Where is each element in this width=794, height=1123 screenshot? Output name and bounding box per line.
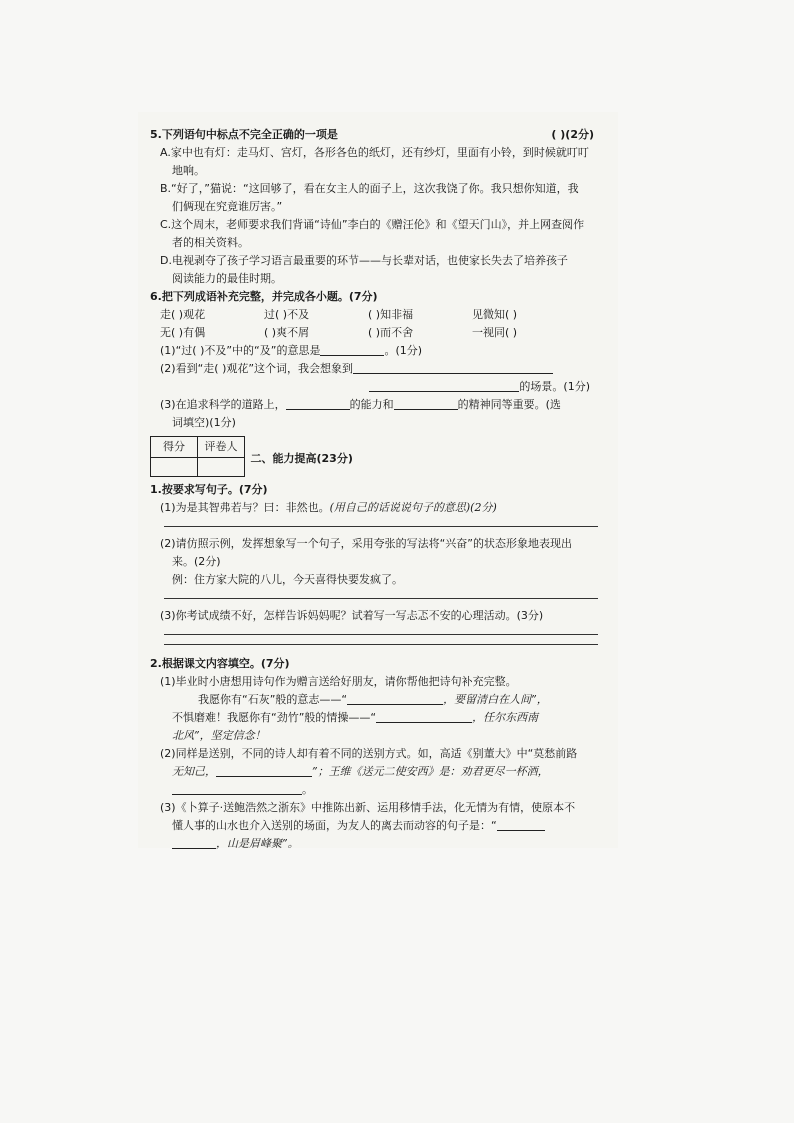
section-header [150,432,598,477]
answer-blank[interactable] [347,692,443,705]
idiom-cell[interactable]: 无( )有偶 [160,326,206,339]
p2-sub-3: (3)《卜算子·送鲍浩然之浙东》中推陈出新、运用移情手法，化无情为有情，使原本不 [160,801,576,814]
q6-sub-3: (3)在追求科学的道路上， 的能力和 的精神同等重要。(选 [160,398,561,411]
answer-blank[interactable] [172,782,302,795]
q5-option-b: B.“好了，”猫说：“这回够了，看在女主人的面子上，这次我饶了你。我只想你知道，我 [160,182,579,195]
answer-blank[interactable] [172,836,216,849]
writing-line[interactable] [164,598,598,599]
answer-blank[interactable] [286,397,350,410]
p2-sub-1-line-1: 我愿你有“石灰”般的意志——“ ，要留清白在人间”， [198,693,548,706]
q5-option-d: D.电视剥夺了孩子学习语言最重要的环节——与长辈对话，也使家长失去了培养孩子 [160,254,568,267]
writing-line[interactable] [164,644,598,645]
score-box [150,436,245,477]
q6-idiom-row-2 [150,324,598,342]
score-label: 得分 [151,437,198,458]
p2-stem: 2.根据课文内容填空。(7分) [150,657,290,670]
answer-blank[interactable] [216,764,312,777]
q6-sub-3-cont: 词填空)(1分) [172,416,236,429]
idiom-cell[interactable]: 见微知( ) [472,308,518,321]
p2-sub-1-line-2: 不惧磨难！我愿你有“劲竹”般的情操——“ ，任尔东西南 [172,711,539,724]
q5-stem: 5.下列语句中标点不完全正确的一项是 ( )(2分) [150,126,598,144]
p2-sub-3-end: ，山是眉峰聚”。 [150,835,598,853]
answer-blank[interactable] [376,710,472,723]
idiom-cell[interactable]: ( )爽不屑 [264,326,310,339]
grader-cell[interactable] [198,458,245,477]
q5-option-b-cont: 们俩现在究竟谁厉害。” [172,200,283,213]
q5-option-c-cont: 者的相关资料。 [172,236,249,249]
answer-blank[interactable] [497,818,545,831]
answer-blank[interactable] [353,361,553,374]
p1-sub-2: (2)请仿照示例，发挥想象写一个句子，采用夸张的写法将“兴奋”的状态形象地表现出 [160,537,572,550]
idiom-cell[interactable]: 一视同( ) [472,326,518,339]
p2-sub-2: (2)同样是送别，不同的诗人却有着不同的送别方式。如，高适《别董大》中“莫愁前路 [160,747,578,760]
q6-sub-2: (2)看到“走( )观花”这个词，我会想象到 [150,360,598,378]
q6-sub-2-cont: 的场景。(1分) [150,378,598,396]
p1-sub-1: (1)为是其智弗若与？曰：非然也。(用自己的话说说句子的意思)(2分) [160,501,497,514]
idiom-cell[interactable]: ( )而不舍 [368,326,414,339]
p2-sub-2-cont: 无知己， ”；王维《送元二使安西》是：劝君更尽一杯酒， [172,765,549,778]
p1-stem: 1.按要求写句子。(7分) [150,483,268,496]
idiom-cell[interactable]: 过( )不及 [264,308,310,321]
p2-sub-2-end: 。 [150,781,598,799]
exam-content [150,120,598,853]
q5-answer-paren[interactable]: ( )(2分) [551,128,594,141]
idiom-cell[interactable]: 走( )观花 [160,308,206,321]
answer-blank[interactable] [369,379,519,392]
p1-example: 例：住方家大院的八儿，今天喜得快要发疯了。 [172,573,403,586]
q6-sub-1: (1)“过( )不及”中的“及”的意思是 。(1分) [160,344,423,357]
writing-line[interactable] [164,634,598,635]
q5-option-a: A.家中也有灯：走马灯、宫灯，各形各色的纸灯，还有纱灯，里面有小铃，到时候就叮叮 [160,146,589,159]
idiom-cell[interactable]: ( )知非福 [368,308,414,321]
p2-sub-1-line-3: 北风”，坚定信念！ [172,729,266,742]
p1-sub-3: (3)你考试成绩不好，怎样告诉妈妈呢？试着写一写忐忑不安的心理活动。(3分) [160,609,544,622]
q6-stem: 6.把下列成语补充完整，并完成各小题。(7分) [150,290,378,303]
answer-blank[interactable] [320,343,384,356]
writing-line[interactable] [164,526,598,527]
grader-label: 评卷人 [198,437,245,458]
p2-sub-1: (1)毕业时小唐想用诗句作为赠言送给好朋友，请你帮他把诗句补充完整。 [160,675,517,688]
q6-idiom-row-1 [150,306,598,324]
q5-option-c: C.这个周末，老师要求我们背诵“诗仙”李白的《赠汪伦》和《望天门山》，并上网查阅作 [160,218,585,231]
section-title: 二、能力提高(23分) [250,452,353,465]
p2-sub-3-cont: 懂人事的山水也介入送别的场面，为友人的离去而动容的句子是：“ [150,817,598,835]
q5-option-d-cont: 阅读能力的最佳时期。 [172,272,282,285]
answer-blank[interactable] [394,397,458,410]
p1-sub-2-cont: 来。(2分) [172,555,221,568]
q5-option-a-cont: 地响。 [172,164,205,177]
score-cell[interactable] [151,458,198,477]
